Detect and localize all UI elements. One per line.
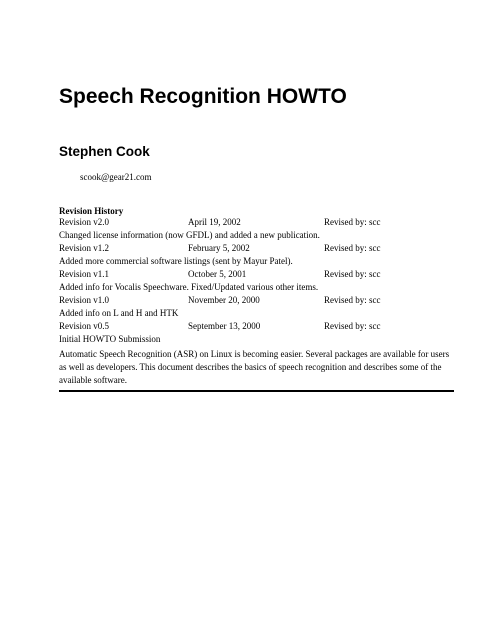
revision-author: Revised by: scc [324, 295, 381, 305]
revision-date: February 5, 2002 [188, 243, 250, 253]
revision-date: October 5, 2001 [188, 269, 247, 279]
author-email: scook@gear21.com [80, 172, 152, 182]
revision-description: Initial HOWTO Submission [59, 334, 161, 344]
horizontal-rule [59, 390, 454, 392]
revision-row [59, 242, 459, 255]
document-title: Speech Recognition HOWTO [59, 85, 347, 108]
revision-date: September 13, 2000 [188, 321, 261, 331]
revision-number: Revision v1.1 [59, 269, 110, 279]
revision-row [59, 320, 459, 333]
revision-number: Revision v2.0 [59, 217, 110, 227]
revision-number: Revision v1.0 [59, 295, 110, 305]
revision-author: Revised by: scc [324, 269, 381, 279]
abstract-paragraph: Automatic Speech Recognition (ASR) on Linux is becoming easier. Several packages are available for users as well as developers. This document describes the basics of speech recognition and describes some of the available software. [59, 349, 450, 385]
revision-description: Added info on L and H and HTK [59, 308, 179, 318]
revision-description: Changed license information (now GFDL) and added a new publication. [59, 230, 320, 240]
revision-row [59, 294, 459, 307]
revision-row [59, 268, 459, 281]
author-name: Stephen Cook [59, 144, 150, 159]
revision-history-heading: Revision History [59, 206, 124, 216]
revision-author: Revised by: scc [324, 243, 381, 253]
revision-description: Added info for Vocalis Speechware. Fixed/Updated various other items. [59, 282, 319, 292]
revision-date: November 20, 2000 [188, 295, 260, 305]
revision-row [59, 216, 459, 229]
revision-author: Revised by: scc [324, 321, 381, 331]
revision-author: Revised by: scc [324, 217, 381, 227]
revision-number: Revision v0.5 [59, 321, 110, 331]
revision-number: Revision v1.2 [59, 243, 110, 253]
revision-date: April 19, 2002 [188, 217, 241, 227]
revision-description: Added more commercial software listings (sent by Mayur Patel). [59, 256, 293, 266]
